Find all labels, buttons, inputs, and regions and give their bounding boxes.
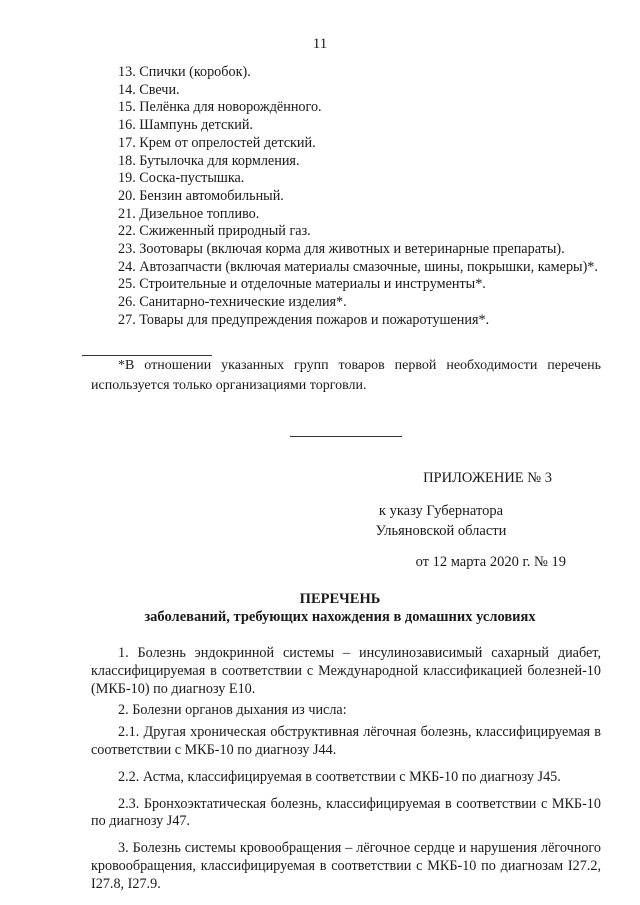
list-item: 22. Сжиженный природный газ. [118, 223, 311, 240]
disease-item: 2.1. Другая хроническая обструктивная лёгочная болезнь, классифицируемая в соответствии с МКБ-10 по диагнозу J44. [91, 724, 601, 758]
appendix-date: от 12 марта 2020 г. № 19 [415, 554, 566, 570]
list-item: 15. Пелёнка для новорождённого. [118, 99, 322, 116]
list-item: 24. Автозапчасти (включая материалы смазочные, шины, покрышки, камеры)*. [118, 258, 598, 275]
appendix-region: Ульяновской области [375, 523, 507, 539]
list-item: 14. Свечи. [118, 81, 180, 98]
disease-item: 3. Болезнь системы кровообращения – лёгочное сердце и нарушения лёгочного кровообращения, классифицируемая в соответствии с МКБ-10 по диагнозам I27.2, I27.8, I27.9. [91, 840, 601, 892]
list-item: 17. Крем от опрелостей детский. [118, 134, 316, 151]
diseases-list [91, 645, 601, 894]
list-item: 21. Дизельное топливо. [118, 205, 260, 222]
appendix-title: ПРИЛОЖЕНИЕ № 3 [423, 470, 552, 486]
footnote: *В отношении указанных групп товаров первой необходимости перечень используется только организациями торговли. [91, 358, 601, 393]
list-heading-title: ПЕРЕЧЕНЬ [299, 591, 381, 607]
list-heading-subtitle: заболеваний, требующих нахождения в домашних условиях [144, 609, 536, 625]
list-item: 13. Спички (коробок). [118, 64, 251, 80]
goods-list [91, 64, 601, 330]
list-item: 25. Строительные и отделочные материалы и инструменты*. [118, 276, 486, 293]
page-number: 11 [312, 36, 328, 52]
list-item: 23. Зоотовары (включая корма для животных и ветеринарные препараты). [118, 241, 565, 258]
list-item: 26. Санитарно-технические изделия*. [118, 294, 347, 311]
list-item: 19. Соска-пустышка. [118, 170, 245, 187]
disease-item: 1. Болезнь эндокринной системы – инсулинозависимый сахарный диабет, классифицируемая в соответствии с Международной классификацией болезней-10 (МКБ-10) по диагнозу Е10. [91, 645, 601, 697]
section-divider [290, 436, 402, 437]
list-item: 27. Товары для предупреждения пожаров и пожаротушения*. [118, 311, 490, 328]
disease-item: 2.3. Бронхоэктатическая болезнь, классифицируемая в соответствии с МКБ-10 по диагнозу J47. [91, 795, 601, 830]
disease-item: 2.2. Астма, классифицируемая в соответствии с МКБ-10 по диагнозу J45. [118, 768, 561, 785]
disease-item: 2. Болезни органов дыхания из числа: [118, 702, 347, 719]
list-item: 18. Бутылочка для кормления. [118, 152, 300, 169]
appendix-to-decree: к указу Губернатора [378, 503, 504, 519]
list-item: 16. Шампунь детский. [118, 117, 253, 134]
list-item: 20. Бензин автомобильный. [118, 187, 284, 204]
